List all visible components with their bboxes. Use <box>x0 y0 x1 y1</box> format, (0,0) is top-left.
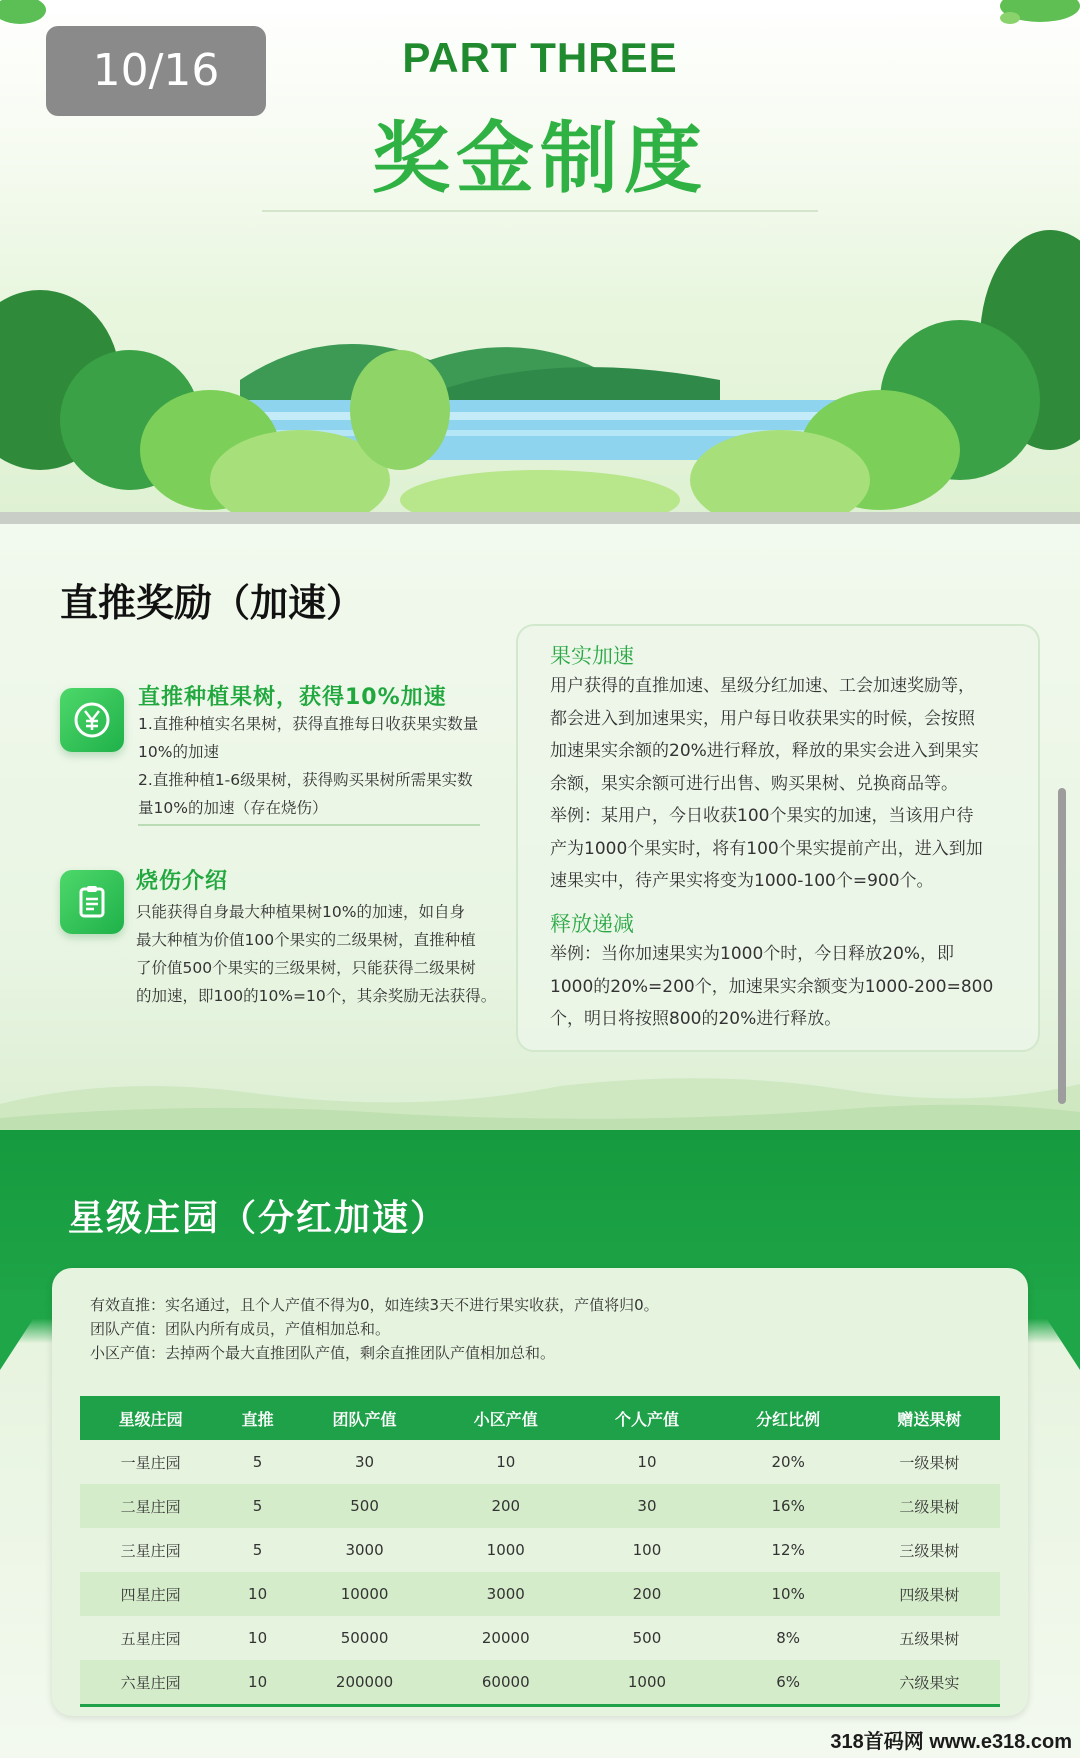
table-cell: 四级果树 <box>859 1572 1000 1616</box>
column-header: 赠送果树 <box>859 1396 1000 1440</box>
page-title: 奖金制度 <box>371 114 708 204</box>
table-cell: 500 <box>632 1629 662 1647</box>
fruit-acceleration-card <box>516 624 1040 1052</box>
table-cell: 200 <box>435 1484 576 1528</box>
table-cell: 10 <box>221 1660 294 1706</box>
table-cell: 三级果树 <box>899 1541 960 1560</box>
column-header: 星级庄园 <box>80 1396 221 1440</box>
table-cell: 200 <box>576 1572 717 1616</box>
table-cell: 1000 <box>486 1541 525 1559</box>
section-heading: 星级庄园（分红加速） <box>68 1198 449 1239</box>
table-row <box>80 1616 1000 1660</box>
table-cell: 20000 <box>481 1629 530 1647</box>
table-cell: 10 <box>496 1453 516 1471</box>
table-cell: 10 <box>248 1629 268 1647</box>
table-cell: 10% <box>718 1572 859 1616</box>
table-cell: 一级果树 <box>899 1453 960 1472</box>
card-heading: 释放递减 <box>550 912 634 936</box>
definition-note: 团队产值：团队内所有成员，产值相加总和。 <box>90 1320 391 1338</box>
site-watermark: 318首码网 www.e318.com <box>830 1731 1072 1753</box>
definition-note: 有效直推：实名通过，且个人产值不得为0，如连续3天不进行果实收获，产值将归0。 <box>90 1296 659 1314</box>
card-paragraph: 用户获得的直推加速、星级分红加速、工会加速奖励等， 都会进入到加速果实，用户每日收获果实的时候，会按照 加速果实余额的20%进行释放，释放的果实会进入到果实 余额，果实余额可进行出售、购买果树、兑换商品等。 举例：某用户，今日收获100个果实的加速，当该用户待 产为1000个果实时，将有100个果实提前产出，进入到加 速果实中，待产果实将变为1000-100个=900个。 <box>550 676 983 891</box>
decorative-wing <box>1028 1290 1080 1370</box>
table-header-row <box>80 1396 1000 1440</box>
table-cell: 五级果树 <box>899 1629 960 1648</box>
table-cell: 10 <box>637 1453 657 1471</box>
table-cell: 10 <box>221 1572 294 1616</box>
grass-decoration <box>0 1064 1080 1130</box>
table-cell: 六星庄园 <box>80 1660 221 1706</box>
table-row <box>80 1528 1000 1572</box>
leaf-decoration-icon <box>0 0 60 40</box>
item-divider <box>138 824 480 826</box>
header-banner <box>0 0 1080 512</box>
table-cell: 5 <box>252 1453 263 1471</box>
card-heading: 果实加速 <box>550 644 634 668</box>
table-row <box>80 1660 1000 1706</box>
table-cell: 二星庄园 <box>80 1484 221 1528</box>
section-heading: 直推奖励（加速） <box>60 581 365 625</box>
table-cell: 500 <box>294 1484 435 1528</box>
table-cell: 六级果实 <box>859 1660 1000 1706</box>
item-heading: 直推种植果树，获得10%加速 <box>138 685 447 710</box>
star-manor-card <box>52 1268 1028 1716</box>
table-row <box>80 1440 1000 1484</box>
yuan-coin-icon <box>60 688 124 752</box>
item-heading: 烧伤介绍 <box>136 869 229 894</box>
table-cell: 3000 <box>435 1572 576 1616</box>
column-header: 个人产值 <box>576 1396 717 1440</box>
header-divider <box>262 210 818 212</box>
table-cell: 30 <box>355 1453 375 1471</box>
table-row <box>80 1572 1000 1616</box>
star-manor-table <box>80 1396 1000 1707</box>
table-cell: 50000 <box>340 1629 389 1647</box>
section-divider <box>0 512 1080 524</box>
table-row <box>80 1484 1000 1528</box>
page-counter: 10/16 <box>46 26 266 116</box>
column-header: 直推 <box>221 1396 294 1440</box>
table-cell: 二级果树 <box>859 1484 1000 1528</box>
part-label: PART THREE <box>402 34 678 81</box>
leaf-decoration-icon <box>990 0 1080 40</box>
clipboard-icon <box>60 870 124 934</box>
card-paragraph: 举例：当你加速果实为1000个时，今日释放20%，即 1000的20%=200个，加速果实余额变为1000-200=800 个，明日将按照800的20%进行释放。 <box>550 944 994 1029</box>
direct-reward-section <box>0 524 1080 1130</box>
table-cell: 四星庄园 <box>80 1572 221 1616</box>
item-description: 只能获得自身最大种植果树10%的加速，如自身 最大种植为价值100个果实的二级果树，直推种植 了价值500个果实的三级果树，只能获得二级果树 的加速，即100的10%=10个，其余奖励无法获得。 <box>136 903 497 1005</box>
table-cell: 5 <box>221 1484 294 1528</box>
table-cell: 16% <box>718 1484 859 1528</box>
column-header: 团队产值 <box>294 1396 435 1440</box>
table-cell: 20% <box>771 1453 805 1471</box>
table-cell: 5 <box>252 1541 263 1559</box>
table-cell: 10000 <box>294 1572 435 1616</box>
table-cell: 6% <box>718 1660 859 1706</box>
definition-note: 小区产值：去掉两个最大直推团队产值，剩余直推团队产值相加总和。 <box>90 1344 556 1362</box>
table-cell: 30 <box>576 1484 717 1528</box>
table-cell: 100 <box>632 1541 662 1559</box>
table-cell: 60000 <box>435 1660 576 1706</box>
item-description: 1.直推种植实名果树，获得直推每日收获果实数量 10%的加速 2.直推种植1-6级果树，获得购买果树所需果实数 量10%的加速（存在烧伤） <box>138 715 479 817</box>
star-manor-section <box>0 1130 1080 1758</box>
table-cell: 一星庄园 <box>120 1453 181 1472</box>
table-cell: 200000 <box>294 1660 435 1706</box>
table-cell: 3000 <box>345 1541 384 1559</box>
table-cell: 12% <box>771 1541 805 1559</box>
column-header: 分红比例 <box>718 1396 859 1440</box>
table-cell: 五星庄园 <box>120 1629 181 1648</box>
scrollbar[interactable] <box>1058 788 1066 1104</box>
table-cell: 三星庄园 <box>120 1541 181 1560</box>
column-header: 小区产值 <box>435 1396 576 1440</box>
landscape-illustration <box>0 230 1080 512</box>
decorative-wing <box>0 1290 52 1370</box>
table-cell: 8% <box>776 1629 801 1647</box>
table-cell: 1000 <box>576 1660 717 1706</box>
